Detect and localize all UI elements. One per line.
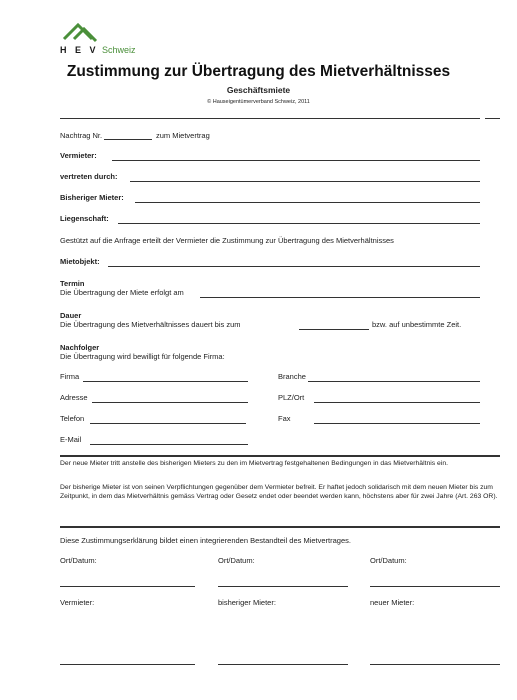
header-divider (60, 118, 480, 119)
nachtrag-prefix: Nachtrag Nr. (60, 131, 103, 140)
neuer-mieter-signature-field[interactable] (370, 664, 500, 665)
vermieter-field[interactable] (112, 160, 480, 161)
bisheriger-mieter-label: Bisheriger Mieter: (60, 193, 124, 202)
termin-heading: Termin (60, 279, 85, 288)
section-divider-2 (60, 526, 500, 528)
dauer-heading: Dauer (60, 311, 82, 320)
mietobjekt-label: Mietobjekt: (60, 257, 100, 266)
nachfolger-text: Die Übertragung wird bewilligt für folgende Firma: (60, 352, 225, 361)
nachtrag-number-field[interactable] (104, 139, 152, 140)
hev-logo (60, 19, 150, 63)
bisheriger-mieter-signature-field[interactable] (218, 664, 348, 665)
zustimmung-statement: Gestützt auf die Anfrage erteilt der Vermieter die Zustimmung zur Übertragung des Mietverhältnisses (60, 236, 394, 245)
section-divider (60, 455, 500, 457)
termin-date-field[interactable] (200, 297, 480, 298)
branche-field[interactable] (308, 381, 480, 382)
fax-field[interactable] (314, 423, 480, 424)
ort-datum-field-1[interactable] (60, 586, 195, 587)
logo-text (60, 45, 136, 55)
vermieter-label: Vermieter: (60, 151, 97, 160)
document-title: Zustimmung zur Übertragung des Mietverhältnisses (66, 63, 451, 80)
paragraph-eintritt: Der neue Mieter tritt anstelle des bisherigen Mieters zu den im Mietvertrag festgehaltenen Bedingungen in das Mietverhältnis ein. (60, 460, 449, 467)
adresse-field[interactable] (92, 402, 248, 403)
plz-ort-label: PLZ/Ort (278, 393, 305, 402)
vermieter-signature-field[interactable] (60, 664, 195, 665)
termin-text: Die Übertragung der Miete erfolgt am (60, 288, 184, 297)
ort-datum-label-1: Ort/Datum: (60, 556, 97, 565)
firma-field[interactable] (83, 381, 248, 382)
bestandteil-statement: Diese Zustimmungserklärung bildet einen integrierenden Bestandteil des Mietvertrages. (60, 536, 351, 545)
dauer-suffix: bzw. auf unbestimmte Zeit. (372, 320, 462, 329)
email-label: E-Mail (60, 435, 82, 444)
mietobjekt-field[interactable] (108, 266, 480, 267)
nachtrag-suffix: zum Mietvertrag (156, 131, 210, 140)
vertreten-field[interactable] (130, 181, 480, 182)
logo-region: Schweiz (102, 45, 136, 55)
copyright-notice: © Hauseigentümerverband Schweiz, 2011 (207, 99, 310, 105)
telefon-field[interactable] (90, 423, 246, 424)
header-divider-stub (485, 118, 500, 119)
dauer-date-field[interactable] (299, 329, 369, 330)
branche-label: Branche (278, 372, 306, 381)
plz-ort-field[interactable] (314, 402, 480, 403)
dauer-text: Die Übertragung des Mietverhältnisses dauert bis zum (60, 320, 241, 329)
ort-datum-field-2[interactable] (218, 586, 348, 587)
bisheriger-mieter-signature-label: bisheriger Mieter: (218, 598, 276, 607)
liegenschaft-field[interactable] (118, 223, 480, 224)
roof-logo-icon (62, 19, 102, 43)
liegenschaft-label: Liegenschaft: (60, 214, 109, 223)
ort-datum-label-3: Ort/Datum: (370, 556, 407, 565)
firma-label: Firma (60, 372, 80, 381)
adresse-label: Adresse (60, 393, 88, 402)
nachfolger-heading: Nachfolger (60, 343, 100, 352)
telefon-label: Telefon (60, 414, 85, 423)
email-field[interactable] (90, 444, 248, 445)
vermieter-signature-label: Vermieter: (60, 598, 95, 607)
paragraph-haftung: Der bisherige Mieter ist von seinen Verpflichtungen gegenüber dem Vermieter befreit. Er haftet jedoch solidarisch mit dem neuen Mieter bis zum Zeitpunkt, in dem das Mietverhältnis gemäss Vertrag oder Gesetz endet oder beendet werden kann, höchstens aber für zwei Jahre (Art. 263 OR). (60, 484, 498, 500)
fax-label: Fax (278, 414, 291, 423)
logo-brand: H E V (60, 45, 99, 55)
neuer-mieter-signature-label: neuer Mieter: (370, 598, 415, 607)
bisheriger-mieter-field[interactable] (135, 202, 480, 203)
ort-datum-field-3[interactable] (370, 586, 500, 587)
document-subtitle: Geschäftsmiete (226, 85, 291, 95)
vertreten-label: vertreten durch: (60, 172, 118, 181)
ort-datum-label-2: Ort/Datum: (218, 556, 255, 565)
